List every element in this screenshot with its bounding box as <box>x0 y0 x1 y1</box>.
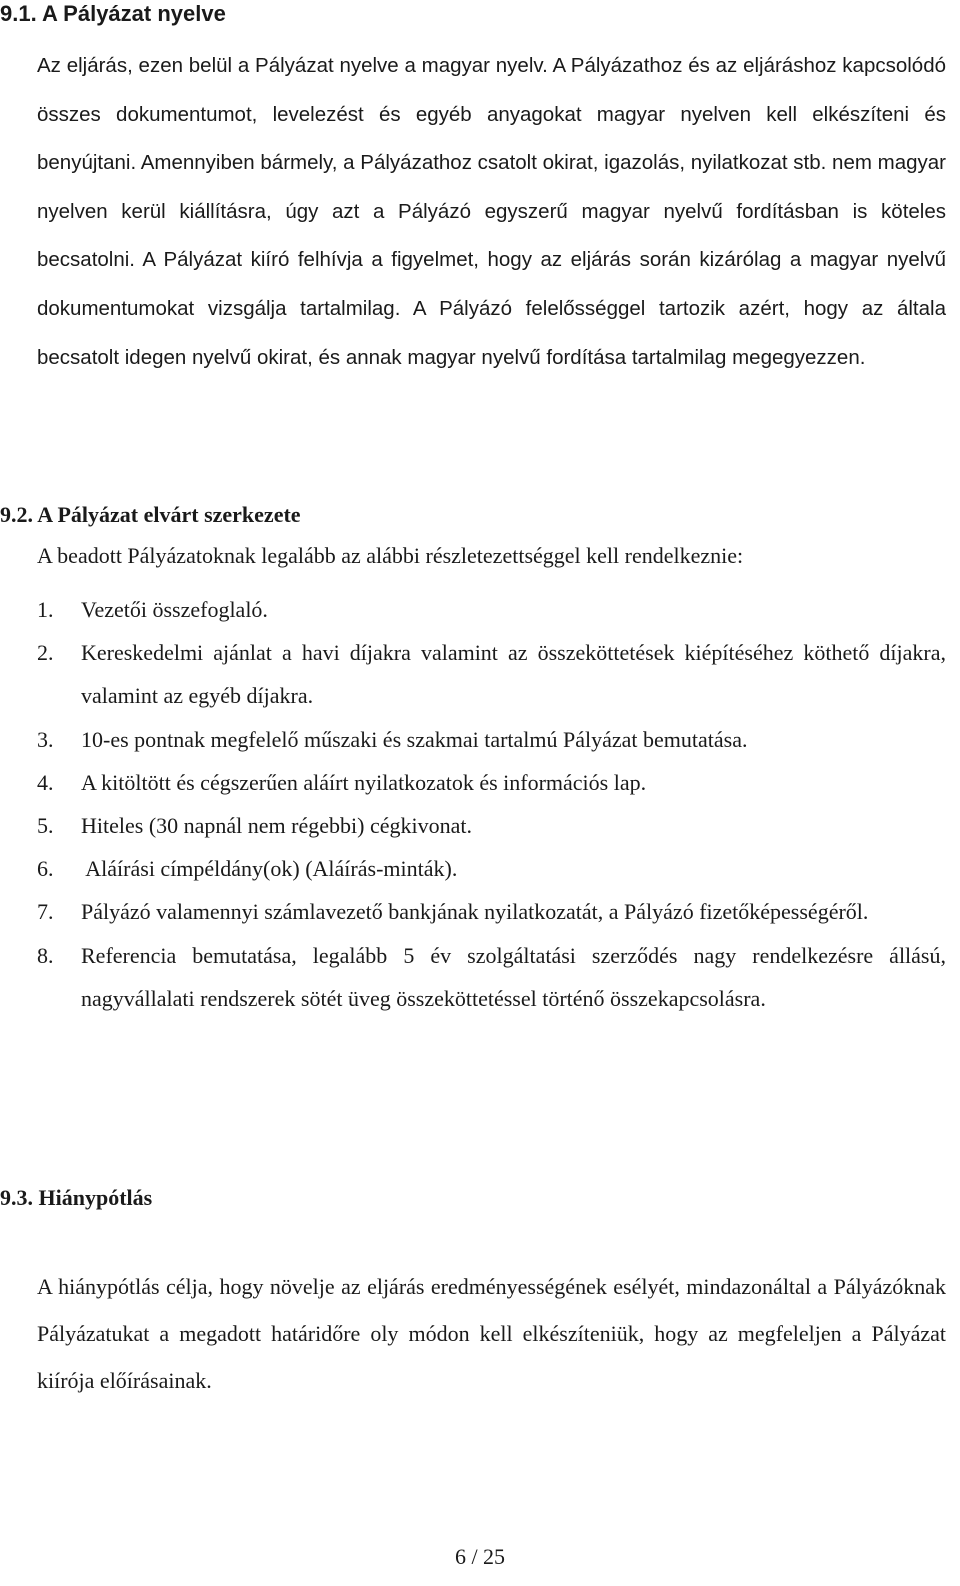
list-item-text: Referencia bemutatása, legalább 5 év szolgáltatási szerződés nagy rendelkezésre állású, nagyvállalati rendszerek sötét üveg összeköttetéssel történő összekapcsolásra. <box>81 942 946 1011</box>
list-item-number: 2. <box>37 640 54 666</box>
list-item <box>37 718 946 761</box>
list-item-number: 7. <box>37 899 54 925</box>
section-heading-9-1: 9.1. A Pályázat nyelve <box>0 1 226 26</box>
requirements-list <box>37 588 946 1020</box>
list-item-number: 8. <box>37 942 54 968</box>
section-9-3-paragraph: A hiánypótlás célja, hogy növelje az eljárás eredményességének esélyét, mindazonáltal a Pályázóknak Pályázatukat a megadott határidőre oly módon kell elkészíteniük, hogy az megfeleljen a Pályázat kiírója előírásainak. <box>37 1274 946 1393</box>
list-item-text: Aláírási címpéldány(ok) (Aláírás-minták). <box>81 856 458 882</box>
list-item-text: Hiteles (30 napnál nem régebbi) cégkivonat. <box>81 813 472 839</box>
list-item <box>37 761 946 804</box>
list-item <box>37 890 946 933</box>
section-9-1-paragraph: Az eljárás, ezen belül a Pályázat nyelve a magyar nyelv. A Pályázathoz és az eljáráshoz kapcsolódó összes dokumentumot, levelezést és egyéb anyagokat magyar nyelven kell elkészíteni és benyújtani. Amennyiben bármely, a Pályázathoz csatolt okirat, igazolás, nyilatkozat stb. nem magyar nyelven kerül kiállításra, úgy azt a Pályázó egyszerű magyar nyelvű fordításban is köteles becsatolni. A Pályázat kiíró felhívja a figyelmet, hogy az eljárás során kizárólag a magyar nyelvű dokumentumokat vizsgálja tartalmilag. A Pályázó felelősséggel tartozik azért, hogy az általa becsatolt idegen nyelvű okirat, és annak magyar nyelvű fordítása tartalmilag megegyezzen. <box>37 54 946 369</box>
list-item <box>37 847 946 890</box>
list-item <box>37 631 946 717</box>
list-item-number: 6. <box>37 856 54 882</box>
list-item-number: 5. <box>37 813 54 839</box>
list-item-text: A kitöltött és cégszerűen aláírt nyilatkozatok és információs lap. <box>81 769 647 795</box>
list-item-text: 10-es pontnak megfelelő műszaki és szakmai tartalmú Pályázat bemutatása. <box>81 726 748 752</box>
section-9-2-intro: A beadott Pályázatoknak legalább az alábbi részletezettséggel kell rendelkeznie: <box>37 543 744 568</box>
list-item-text: Pályázó valamennyi számlavezető bankjának nyilatkozatát, a Pályázó fizetőképességéről. <box>81 899 869 925</box>
list-item <box>37 934 946 1020</box>
page-number: 6 / 25 <box>454 1544 506 1569</box>
list-item-text: Kereskedelmi ajánlat a havi díjakra valamint az összeköttetések kiépítéséhez köthető díjakra, valamint az egyéb díjakra. <box>81 640 946 709</box>
section-heading-9-3: 9.3. Hiánypótlás <box>0 1185 153 1210</box>
list-item <box>37 804 946 847</box>
section-heading-9-2: 9.2. A Pályázat elvárt szerkezete <box>0 502 301 527</box>
list-item-text: Vezetői összefoglaló. <box>81 597 268 622</box>
list-item-number: 3. <box>37 726 54 752</box>
list-item-number: 4. <box>37 769 54 795</box>
list-item-number: 1. <box>37 597 54 622</box>
list-item <box>37 588 946 631</box>
